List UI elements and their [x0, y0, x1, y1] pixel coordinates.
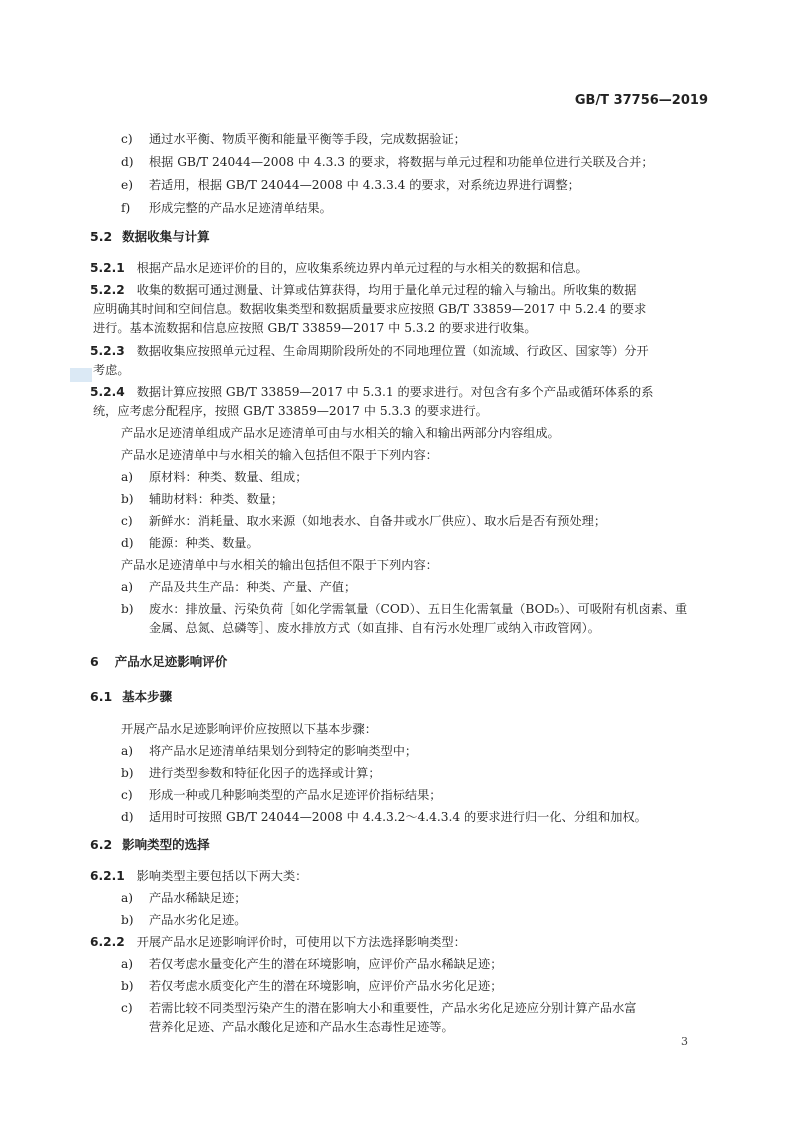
clause-5-2-1: 5.2.1 根据产品水足迹评价的目的，应收集系统边界内单元过程的与水相关的数据和信息。 — [90, 261, 588, 275]
clause-5-2-3-cont: 考虑。 — [93, 363, 130, 377]
paragraph: 产品水足迹清单组成产品水足迹清单可由与水相关的输入和输出两部分内容组成。 — [121, 426, 560, 440]
list-item-cont: 营养化足迹、产品水酸化足迹和产品水生态毒性足迹等。 — [149, 1020, 454, 1034]
clause-6-2-1: 6.2.1 影响类型主要包括以下两大类： — [90, 869, 308, 883]
page-number: 3 — [681, 1035, 688, 1048]
list-item: d) 根据 GB/T 24044—2008 中 4.3.3 的要求，将数据与单元过程和功能单位进行关联及合并； — [121, 155, 654, 169]
list-item: c) 通过水平衡、物质平衡和能量平衡等手段，完成数据验证； — [121, 132, 466, 146]
list-item-cont: 金属、总氮、总磷等］、废水排放方式（如直排、自有污水处理厂或纳入市政管网）。 — [149, 621, 600, 635]
clause-5-2-2-cont: 进行。基本流数据和信息应按照 GB/T 33859—2017 中 5.3.2 的要求进行收集。 — [93, 321, 537, 335]
list-item: a) 若仅考虑水量变化产生的潜在环境影响，应评价产品水稀缺足迹； — [121, 957, 503, 971]
list-item: b) 废水：排放量、污染负荷［如化学需氧量（COD）、五日生化需氧量（BOD₅）、可吸附有机卤素、重 — [121, 602, 688, 616]
list-item: b) 进行类型参数和特征化因子的选择或计算； — [121, 766, 381, 780]
list-item: a) 原材料：种类、数量、组成； — [121, 470, 308, 484]
clause-5-2-2-cont: 应明确其时间和空间信息。数据收集类型和数据质量要求应按照 GB/T 33859—2017 中 5.2.4 的要求 — [93, 302, 647, 316]
section-heading-6-2: 6.2 影响类型的选择 — [90, 837, 210, 852]
paragraph: 产品水足迹清单中与水相关的输入包括但不限于下列内容： — [121, 448, 438, 462]
list-item: d) 能源：种类、数量。 — [121, 536, 259, 550]
list-item: b) 辅助材料：种类、数量； — [121, 492, 284, 506]
clause-5-2-4: 5.2.4 数据计算应按照 GB/T 33859—2017 中 5.3.1 的要求进行。对包含有多个产品或循环体系的系 — [90, 385, 654, 399]
list-item: a) 将产品水足迹清单结果划分到特定的影响类型中； — [121, 744, 418, 758]
standard-code: GB/T 37756—2019 — [574, 93, 708, 108]
clause-5-2-4-cont: 统，应考虑分配程序，按照 GB/T 33859—2017 中 5.3.3 的要求进行。 — [93, 404, 488, 418]
list-item: b) 产品水劣化足迹。 — [121, 913, 247, 927]
section-heading-6-1: 6.1 基本步骤 — [90, 689, 173, 704]
list-item: b) 若仅考虑水质变化产生的潜在环境影响，应评价产品水劣化足迹； — [121, 979, 503, 993]
list-item: f) 形成完整的产品水足迹清单结果。 — [121, 201, 332, 215]
list-item: c) 若需比较不同类型污染产生的潜在影响大小和重要性，产品水劣化足迹应分别计算产品水富 — [121, 1001, 637, 1015]
list-item: c) 新鲜水：消耗量、取水来源（如地表水、自备井或水厂供应）、取水后是否有预处理； — [121, 514, 607, 528]
list-item: a) 产品及共生产品：种类、产量、产值； — [121, 580, 357, 594]
paragraph: 开展产品水足迹影响评价应按照以下基本步骤： — [121, 722, 377, 736]
list-item: e) 若适用，根据 GB/T 24044—2008 中 4.3.3.4 的要求，对系统边界进行调整； — [121, 178, 580, 192]
section-heading-5-2: 5.2 数据收集与计算 — [90, 229, 210, 244]
section-heading-6: 6 产品水足迹影响评价 — [90, 654, 228, 669]
clause-5-2-3: 5.2.3 数据收集应按照单元过程、生命周期阶段所处的不同地理位置（如流域、行政区、国家等）分开 — [90, 344, 649, 358]
clause-5-2-2: 5.2.2 收集的数据可通过测量、计算或估算获得，均用于量化单元过程的输入与输出。所收集的数据 — [90, 283, 637, 297]
list-item: d) 适用时可按照 GB/T 24044—2008 中 4.4.3.2～4.4.3.4 的要求进行归一化、分组和加权。 — [121, 810, 647, 824]
watermark-stamp — [70, 368, 92, 382]
list-item: a) 产品水稀缺足迹； — [121, 891, 247, 905]
clause-6-2-2: 6.2.2 开展产品水足迹影响评价时，可使用以下方法选择影响类型： — [90, 935, 466, 949]
paragraph: 产品水足迹清单中与水相关的输出包括但不限于下列内容： — [121, 558, 438, 572]
list-item: c) 形成一种或几种影响类型的产品水足迹评价指标结果； — [121, 788, 442, 802]
